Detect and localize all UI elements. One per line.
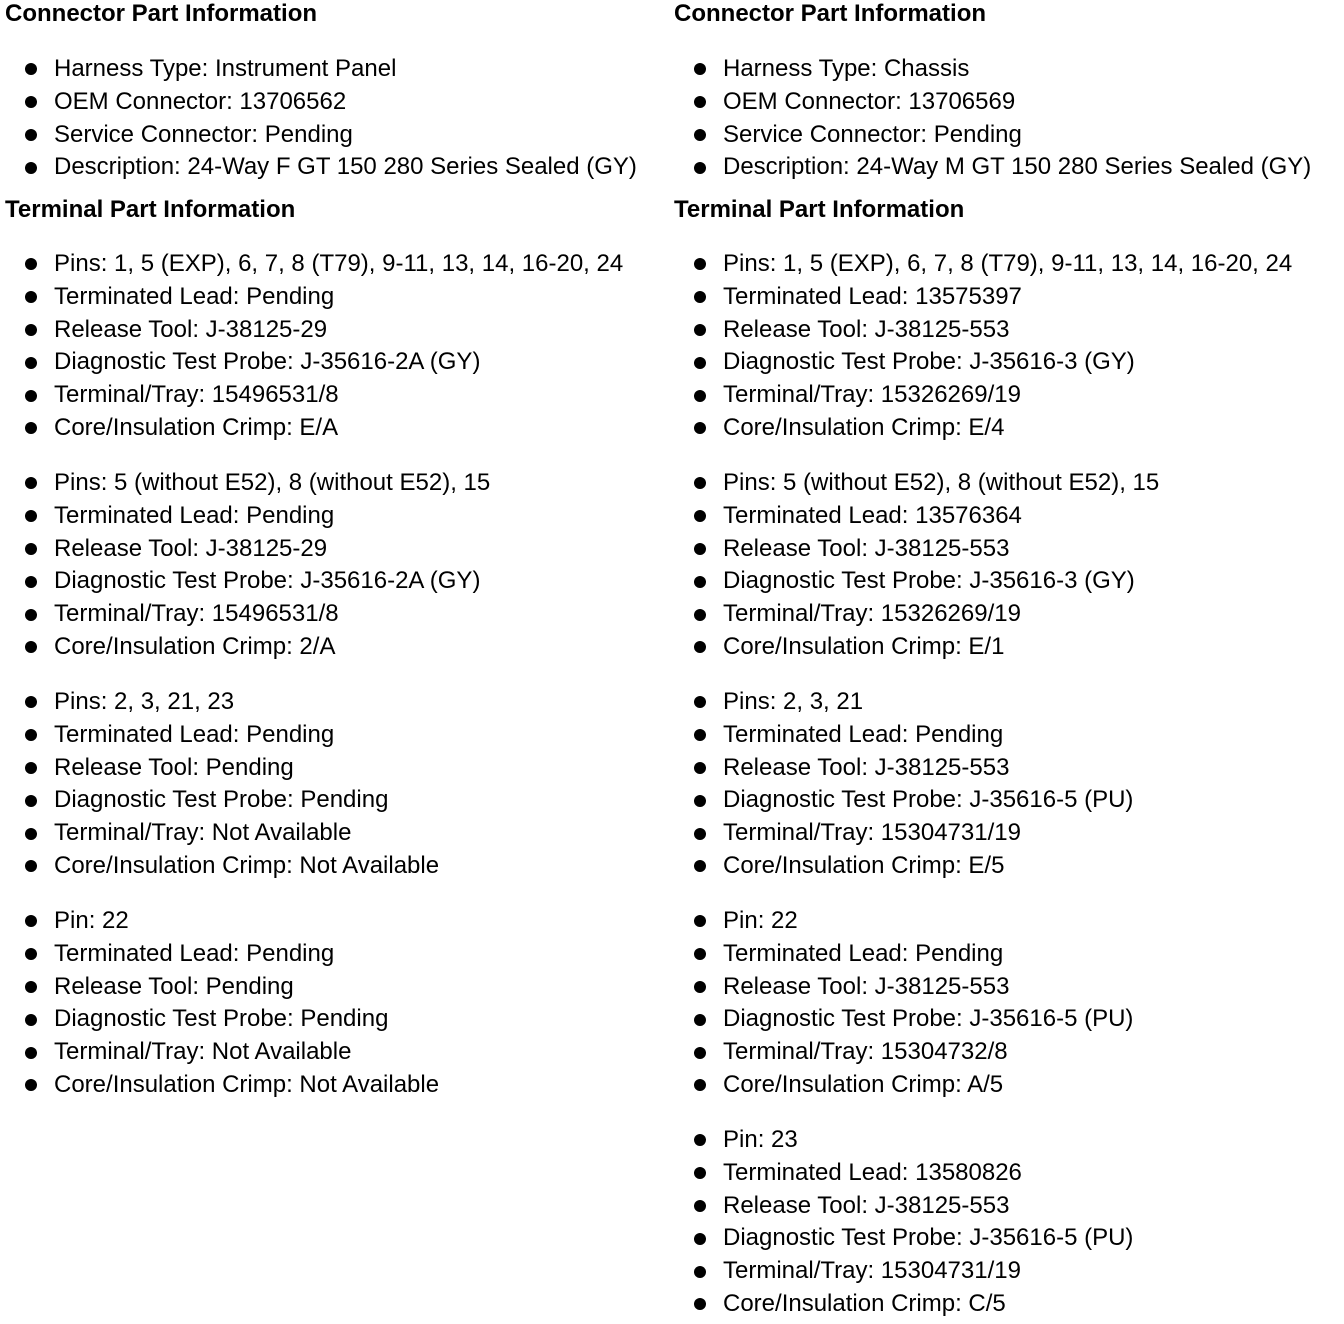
list-item: OEM Connector: 13706562: [5, 86, 637, 119]
list-item: Terminal/Tray: 15304732/8: [674, 1036, 1133, 1069]
list-item: Terminal/Tray: 15496531/8: [5, 598, 490, 631]
bullet-icon: [694, 162, 706, 174]
bullet-icon: [25, 762, 37, 774]
list-item: Terminal/Tray: 15304731/19: [674, 1255, 1133, 1288]
terminal-group: [5, 248, 623, 445]
list-item: Harness Type: Chassis: [674, 53, 1311, 86]
list-item: Pin: 22: [674, 905, 1133, 938]
bullet-icon: [694, 641, 706, 653]
list-item: Core/Insulation Crimp: C/5: [674, 1288, 1133, 1321]
terminal-group: [674, 1124, 1133, 1321]
list-item: Terminated Lead: Pending: [5, 281, 623, 314]
connector-part-list: [5, 53, 637, 184]
bullet-icon: [694, 860, 706, 872]
bullet-icon: [694, 762, 706, 774]
list-item: Diagnostic Test Probe: J-35616-5 (PU): [674, 1003, 1133, 1036]
connector-part-heading: Connector Part Information: [674, 0, 987, 27]
bullet-icon: [694, 828, 706, 840]
bullet-icon: [694, 1266, 706, 1278]
bullet-icon: [25, 1014, 37, 1026]
list-item: Core/Insulation Crimp: A/5: [674, 1069, 1133, 1102]
list-item: Pin: 23: [674, 1124, 1133, 1157]
list-item: Core/Insulation Crimp: Not Available: [5, 1069, 439, 1102]
list-item: Pins: 5 (without E52), 8 (without E52), 15: [5, 467, 490, 500]
bullet-icon: [694, 63, 706, 75]
bullet-icon: [25, 828, 37, 840]
list-item: Pin: 22: [5, 905, 439, 938]
bullet-icon: [694, 422, 706, 434]
bullet-icon: [694, 1134, 706, 1146]
list-item: Core/Insulation Crimp: E/4: [674, 412, 1292, 445]
list-item: Terminated Lead: Pending: [5, 500, 490, 533]
bullet-icon: [25, 915, 37, 927]
list-item: Release Tool: J-38125-553: [674, 1190, 1133, 1223]
list-item: Release Tool: J-38125-29: [5, 314, 623, 347]
bullet-icon: [25, 729, 37, 741]
bullet-icon: [25, 63, 37, 75]
bullet-icon: [25, 422, 37, 434]
list-item: Release Tool: J-38125-553: [674, 752, 1133, 785]
bullet-icon: [694, 948, 706, 960]
list-item: Core/Insulation Crimp: E/A: [5, 412, 623, 445]
list-item: Terminated Lead: Pending: [674, 938, 1133, 971]
list-item: Diagnostic Test Probe: J-35616-3 (GY): [674, 565, 1159, 598]
terminal-part-heading: Terminal Part Information: [674, 196, 965, 223]
bullet-icon: [694, 795, 706, 807]
list-item: Terminal/Tray: 15326269/19: [674, 379, 1292, 412]
bullet-icon: [694, 129, 706, 141]
bullet-icon: [694, 543, 706, 555]
bullet-icon: [25, 357, 37, 369]
list-item: Core/Insulation Crimp: E/5: [674, 850, 1133, 883]
list-item: Release Tool: J-38125-553: [674, 314, 1292, 347]
bullet-icon: [694, 1014, 706, 1026]
bullet-icon: [694, 729, 706, 741]
list-item: Description: 24-Way F GT 150 280 Series Sealed (GY): [5, 151, 637, 184]
bullet-icon: [25, 1079, 37, 1091]
list-item: Terminated Lead: Pending: [5, 938, 439, 971]
bullet-icon: [694, 609, 706, 621]
list-item: Diagnostic Test Probe: J-35616-2A (GY): [5, 346, 623, 379]
list-item: Diagnostic Test Probe: Pending: [5, 1003, 439, 1036]
bullet-icon: [694, 291, 706, 303]
list-item: Release Tool: J-38125-553: [674, 971, 1133, 1004]
list-item: Terminal/Tray: 15326269/19: [674, 598, 1159, 631]
bullet-icon: [694, 696, 706, 708]
list-item: Terminal/Tray: 15496531/8: [5, 379, 623, 412]
list-item: Release Tool: J-38125-29: [5, 533, 490, 566]
connector-part-list: [674, 53, 1311, 184]
bullet-icon: [694, 1079, 706, 1091]
list-item: Terminated Lead: Pending: [5, 719, 439, 752]
bullet-icon: [694, 915, 706, 927]
bullet-icon: [25, 576, 37, 588]
terminal-part-heading: Terminal Part Information: [5, 196, 296, 223]
bullet-icon: [25, 795, 37, 807]
terminal-group: [674, 905, 1133, 1102]
list-item: Pins: 2, 3, 21, 23: [5, 686, 439, 719]
list-item: Pins: 1, 5 (EXP), 6, 7, 8 (T79), 9-11, 13, 14, 16-20, 24: [674, 248, 1292, 281]
list-item: Pins: 2, 3, 21: [674, 686, 1133, 719]
bullet-icon: [694, 1298, 706, 1310]
connector-part-heading: Connector Part Information: [5, 0, 318, 27]
list-item: Terminated Lead: Pending: [674, 719, 1133, 752]
bullet-icon: [694, 390, 706, 402]
bullet-icon: [25, 641, 37, 653]
bullet-icon: [25, 1047, 37, 1059]
bullet-icon: [25, 96, 37, 108]
terminal-group: [5, 686, 439, 883]
list-item: Terminated Lead: 13575397: [674, 281, 1292, 314]
list-item: Description: 24-Way M GT 150 280 Series Sealed (GY): [674, 151, 1311, 184]
bullet-icon: [25, 981, 37, 993]
terminal-group: [5, 467, 490, 664]
list-item: Terminal/Tray: Not Available: [5, 817, 439, 850]
bullet-icon: [694, 96, 706, 108]
terminal-group: [674, 248, 1292, 445]
list-item: Core/Insulation Crimp: E/1: [674, 631, 1159, 664]
bullet-icon: [25, 324, 37, 336]
list-item: Terminal/Tray: Not Available: [5, 1036, 439, 1069]
list-item: Terminated Lead: 13580826: [674, 1157, 1133, 1190]
terminal-group: [674, 467, 1159, 664]
list-item: Diagnostic Test Probe: J-35616-5 (PU): [674, 784, 1133, 817]
bullet-icon: [694, 1167, 706, 1179]
bullet-icon: [25, 390, 37, 402]
list-item: Terminated Lead: 13576364: [674, 500, 1159, 533]
bullet-icon: [694, 981, 706, 993]
list-item: Release Tool: J-38125-553: [674, 533, 1159, 566]
list-item: Harness Type: Instrument Panel: [5, 53, 637, 86]
bullet-icon: [694, 324, 706, 336]
list-item: Diagnostic Test Probe: J-35616-3 (GY): [674, 346, 1292, 379]
bullet-icon: [25, 162, 37, 174]
bullet-icon: [25, 696, 37, 708]
list-item: Terminal/Tray: 15304731/19: [674, 817, 1133, 850]
terminal-group: [674, 686, 1133, 883]
bullet-icon: [25, 543, 37, 555]
list-item: Pins: 5 (without E52), 8 (without E52), 15: [674, 467, 1159, 500]
list-item: Pins: 1, 5 (EXP), 6, 7, 8 (T79), 9-11, 13, 14, 16-20, 24: [5, 248, 623, 281]
list-item: Service Connector: Pending: [674, 119, 1311, 152]
bullet-icon: [694, 1200, 706, 1212]
list-item: Diagnostic Test Probe: J-35616-5 (PU): [674, 1222, 1133, 1255]
list-item: Service Connector: Pending: [5, 119, 637, 152]
bullet-icon: [25, 609, 37, 621]
bullet-icon: [25, 129, 37, 141]
bullet-icon: [25, 948, 37, 960]
terminal-group: [5, 905, 439, 1102]
bullet-icon: [694, 357, 706, 369]
list-item: OEM Connector: 13706569: [674, 86, 1311, 119]
bullet-icon: [694, 576, 706, 588]
list-item: Diagnostic Test Probe: Pending: [5, 784, 439, 817]
bullet-icon: [694, 1047, 706, 1059]
bullet-icon: [25, 510, 37, 522]
bullet-icon: [694, 477, 706, 489]
list-item: Release Tool: Pending: [5, 971, 439, 1004]
list-item: Core/Insulation Crimp: Not Available: [5, 850, 439, 883]
bullet-icon: [25, 258, 37, 270]
list-item: Core/Insulation Crimp: 2/A: [5, 631, 490, 664]
bullet-icon: [25, 860, 37, 872]
bullet-icon: [25, 477, 37, 489]
bullet-icon: [694, 258, 706, 270]
bullet-icon: [694, 510, 706, 522]
list-item: Release Tool: Pending: [5, 752, 439, 785]
bullet-icon: [694, 1233, 706, 1245]
bullet-icon: [25, 291, 37, 303]
list-item: Diagnostic Test Probe: J-35616-2A (GY): [5, 565, 490, 598]
